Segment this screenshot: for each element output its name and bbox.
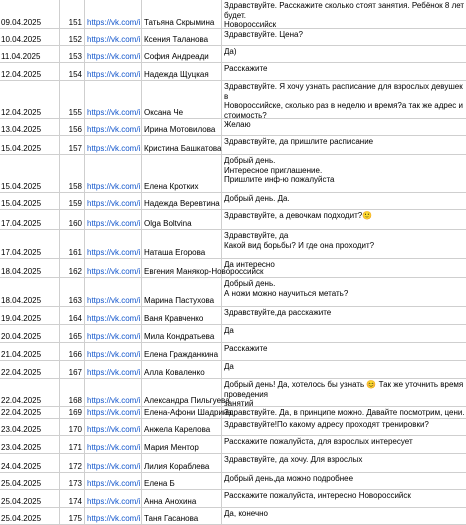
- table-row[interactable]: [0, 230, 466, 259]
- cell-date[interactable]: [0, 454, 60, 472]
- cell-profile-link-text[interactable]: https://vk.com/i: [87, 332, 141, 341]
- cell-name-text[interactable]: Елена Гражданкина: [144, 350, 219, 359]
- cell-number[interactable]: [60, 379, 85, 406]
- cell-date-text[interactable]: 18.04.2025: [1, 296, 42, 305]
- cell-name-text[interactable]: Надежда Щуцкая: [144, 70, 209, 79]
- cell-number[interactable]: [60, 490, 85, 507]
- cell-number[interactable]: [60, 136, 85, 154]
- cell-date-text[interactable]: 10.04.2025: [1, 35, 42, 44]
- cell-message[interactable]: Расскажите пожалуйста, для взрослых интересует: [224, 437, 413, 446]
- cell-number[interactable]: [60, 307, 85, 324]
- cell-profile-link-text[interactable]: https://vk.com/i: [87, 368, 141, 377]
- cell-message[interactable]: Здравствуйте,да расскажите: [224, 308, 332, 317]
- cell-number-text[interactable]: 160: [68, 219, 82, 228]
- cell-date-text[interactable]: 22.04.2025: [1, 368, 42, 377]
- cell-date[interactable]: [0, 508, 60, 524]
- cell-number-text[interactable]: 168: [68, 396, 82, 405]
- cell-number-text[interactable]: 152: [68, 35, 82, 44]
- cell-profile-link-text[interactable]: https://vk.com/i: [87, 350, 141, 359]
- cell-number[interactable]: [60, 0, 85, 28]
- cell-number-text[interactable]: 171: [68, 443, 82, 452]
- cell-name[interactable]: [142, 454, 222, 472]
- cell-date[interactable]: [0, 136, 60, 154]
- cell-number-text[interactable]: 161: [68, 248, 82, 257]
- cell-number-text[interactable]: 153: [68, 52, 82, 61]
- cell-name-text[interactable]: Таня Гасанова: [144, 514, 199, 523]
- table-row[interactable]: [0, 407, 466, 419]
- cell-profile-link-text[interactable]: https://vk.com/i: [87, 108, 141, 117]
- cell-name[interactable]: [142, 81, 222, 118]
- cell-name-text[interactable]: Марина Пастухова: [144, 296, 215, 305]
- cell-number-text[interactable]: 157: [68, 144, 82, 153]
- cell-number-text[interactable]: 165: [68, 332, 82, 341]
- cell-date[interactable]: [0, 407, 60, 418]
- cell-date[interactable]: [0, 278, 60, 306]
- cell-name[interactable]: [142, 136, 222, 154]
- table-row[interactable]: [0, 259, 466, 278]
- cell-number[interactable]: [60, 259, 85, 277]
- cell-number[interactable]: [60, 454, 85, 472]
- cell-date-text[interactable]: 17.04.2025: [1, 219, 42, 228]
- cell-name[interactable]: [142, 490, 222, 507]
- cell-name[interactable]: [142, 155, 222, 192]
- cell-profile-link[interactable]: [85, 193, 142, 209]
- cell-name-text[interactable]: Оксана Че: [144, 108, 184, 117]
- cell-profile-link-text[interactable]: https://vk.com/i: [87, 199, 141, 208]
- cell-name-text[interactable]: Лилия Кораблева: [144, 462, 210, 471]
- cell-profile-link[interactable]: [85, 278, 142, 306]
- cell-date[interactable]: [0, 361, 60, 378]
- cell-date-text[interactable]: 15.04.2025: [1, 199, 42, 208]
- cell-profile-link-text[interactable]: https://vk.com/i: [87, 425, 141, 434]
- cell-profile-link-text[interactable]: https://vk.com/i: [87, 248, 141, 257]
- cell-profile-link-text[interactable]: https://vk.com/i: [87, 462, 141, 471]
- cell-profile-link-text[interactable]: https://vk.com/i: [87, 52, 141, 61]
- cell-date[interactable]: [0, 343, 60, 360]
- cell-number-text[interactable]: 164: [68, 314, 82, 323]
- cell-name-text[interactable]: Анна Анохина: [144, 497, 197, 506]
- cell-profile-link[interactable]: [85, 490, 142, 507]
- cell-name[interactable]: [142, 278, 222, 306]
- cell-number-text[interactable]: 162: [68, 267, 82, 276]
- cell-number-text[interactable]: 166: [68, 350, 82, 359]
- cell-number-text[interactable]: 155: [68, 108, 82, 117]
- cell-message[interactable]: Добрый день! Да, хотелось бы узнать 😊 Так же уточнить время проведения занятий: [224, 380, 464, 409]
- table-row[interactable]: [0, 210, 466, 230]
- table-row[interactable]: [0, 379, 466, 407]
- cell-number-text[interactable]: 151: [68, 18, 82, 27]
- cell-name-text[interactable]: Елена Кротких: [144, 182, 199, 191]
- cell-message[interactable]: Да интересно: [224, 260, 275, 269]
- cell-date[interactable]: [0, 210, 60, 229]
- cell-date[interactable]: [0, 193, 60, 209]
- cell-name-text[interactable]: Ксения Таланова: [144, 35, 209, 44]
- cell-profile-link-text[interactable]: https://vk.com/i: [87, 144, 141, 153]
- cell-profile-link[interactable]: [85, 379, 142, 406]
- cell-profile-link[interactable]: [85, 325, 142, 342]
- table-row[interactable]: [0, 155, 466, 193]
- cell-profile-link[interactable]: [85, 361, 142, 378]
- cell-name[interactable]: [142, 419, 222, 435]
- cell-profile-link[interactable]: [85, 307, 142, 324]
- cell-number[interactable]: [60, 278, 85, 306]
- cell-message[interactable]: Расскажите пожалуйста, интересно Новороссийск: [224, 491, 411, 500]
- cell-message[interactable]: Здравствуйте, да Какой вид борьбы? И где она проходит?: [224, 231, 375, 250]
- cell-date-text[interactable]: 13.04.2025: [1, 125, 42, 134]
- table-row[interactable]: [0, 81, 466, 119]
- table-row[interactable]: [0, 278, 466, 307]
- cell-name[interactable]: [142, 193, 222, 209]
- cell-date-text[interactable]: 15.04.2025: [1, 182, 42, 191]
- cell-profile-link[interactable]: [85, 436, 142, 453]
- cell-message[interactable]: Здравствуйте, а девочкам подходит?🙂: [224, 211, 373, 220]
- cell-number[interactable]: [60, 63, 85, 80]
- cell-date[interactable]: [0, 119, 60, 135]
- cell-number[interactable]: [60, 210, 85, 229]
- cell-name-text[interactable]: Татьяна Скрымина: [144, 18, 215, 27]
- cell-number[interactable]: [60, 325, 85, 342]
- cell-date-text[interactable]: 12.04.2025: [1, 108, 42, 117]
- cell-profile-link[interactable]: [85, 230, 142, 258]
- cell-number[interactable]: [60, 193, 85, 209]
- cell-name-text[interactable]: Мила Кондратьева: [144, 332, 215, 341]
- cell-date-text[interactable]: 21.04.2025: [1, 350, 42, 359]
- cell-profile-link[interactable]: [85, 454, 142, 472]
- table-row[interactable]: [0, 63, 466, 81]
- cell-profile-link[interactable]: [85, 508, 142, 524]
- table-row[interactable]: [0, 307, 466, 325]
- cell-message[interactable]: Добрый день. А ножи можно научиться метать?: [224, 279, 349, 298]
- cell-message[interactable]: Здравствуйте. Да, в принципе можно. Давайте посмотрим, цени.: [224, 408, 465, 417]
- cell-name-text[interactable]: Olga Boltvina: [144, 219, 192, 228]
- table-row[interactable]: [0, 136, 466, 155]
- table-row[interactable]: [0, 193, 466, 210]
- cell-message[interactable]: Добрый день. Да.: [224, 194, 290, 203]
- cell-name[interactable]: [142, 325, 222, 342]
- cell-profile-link[interactable]: [85, 0, 142, 28]
- cell-date[interactable]: [0, 307, 60, 324]
- cell-message[interactable]: Здравствуйте. Цена?: [224, 30, 303, 39]
- cell-number[interactable]: [60, 473, 85, 489]
- cell-name[interactable]: [142, 29, 222, 45]
- cell-profile-link[interactable]: [85, 407, 142, 418]
- cell-name[interactable]: [142, 508, 222, 524]
- table-row[interactable]: [0, 325, 466, 343]
- cell-date-text[interactable]: 23.04.2025: [1, 425, 42, 434]
- cell-date-text[interactable]: 17.04.2025: [1, 248, 42, 257]
- cell-name-text[interactable]: Евгения Манякор-Новороссийск: [144, 267, 264, 276]
- table-row[interactable]: [0, 0, 466, 29]
- cell-number[interactable]: [60, 436, 85, 453]
- cell-profile-link[interactable]: [85, 210, 142, 229]
- cell-number[interactable]: [60, 155, 85, 192]
- cell-date[interactable]: [0, 0, 60, 28]
- table-row[interactable]: [0, 490, 466, 508]
- cell-number[interactable]: [60, 46, 85, 62]
- table-row[interactable]: [0, 508, 466, 525]
- cell-date[interactable]: [0, 436, 60, 453]
- cell-message[interactable]: Здравствуйте!По какому адресу проходят тренировки?: [224, 420, 429, 429]
- cell-number-text[interactable]: 172: [68, 462, 82, 471]
- cell-message[interactable]: Здравствуйте, да пришлите расписание: [224, 137, 374, 146]
- cell-date[interactable]: [0, 419, 60, 435]
- cell-date-text[interactable]: 18.04.2025: [1, 267, 42, 276]
- cell-message[interactable]: Здравствуйте. Я хочу узнать расписание для взрослых девушек в Новороссийске, сколько раз в неделю и время?а так же адрес и стоимость?: [224, 82, 463, 120]
- cell-message[interactable]: Да: [224, 362, 234, 371]
- cell-profile-link-text[interactable]: https://vk.com/i: [87, 296, 141, 305]
- cell-name-text[interactable]: Ирина Мотовилова: [144, 125, 216, 134]
- cell-message[interactable]: Да): [224, 47, 237, 56]
- table-row[interactable]: [0, 46, 466, 63]
- cell-name[interactable]: [142, 361, 222, 378]
- cell-name-text[interactable]: Ваня Кравченко: [144, 314, 204, 323]
- cell-date-text[interactable]: 12.04.2025: [1, 70, 42, 79]
- cell-date[interactable]: [0, 325, 60, 342]
- cell-profile-link-text[interactable]: https://vk.com/i: [87, 443, 141, 452]
- cell-number-text[interactable]: 163: [68, 296, 82, 305]
- table-row[interactable]: [0, 473, 466, 490]
- cell-message[interactable]: Добрый день,да можно подробнее: [224, 474, 354, 483]
- cell-number[interactable]: [60, 508, 85, 524]
- cell-profile-link-text[interactable]: https://vk.com/i: [87, 396, 141, 405]
- cell-profile-link-text[interactable]: https://vk.com/i: [87, 479, 141, 488]
- cell-name-text[interactable]: София Андреади: [144, 52, 209, 61]
- cell-name-text[interactable]: Наташа Егорова: [144, 248, 206, 257]
- table-row[interactable]: [0, 436, 466, 454]
- cell-number[interactable]: [60, 407, 85, 418]
- cell-name[interactable]: [142, 379, 230, 406]
- cell-date[interactable]: [0, 473, 60, 489]
- cell-name[interactable]: [142, 473, 222, 489]
- cell-name-text[interactable]: Кристина Башкатова: [144, 144, 222, 153]
- cell-name[interactable]: [142, 63, 222, 80]
- table-row[interactable]: [0, 454, 466, 473]
- cell-number-text[interactable]: 169: [68, 408, 82, 417]
- cell-number-text[interactable]: 158: [68, 182, 82, 191]
- cell-number-text[interactable]: 174: [68, 497, 82, 506]
- cell-profile-link[interactable]: [85, 46, 142, 62]
- table-row[interactable]: [0, 119, 466, 136]
- cell-number-text[interactable]: 159: [68, 199, 82, 208]
- cell-date[interactable]: [0, 81, 60, 118]
- cell-date-text[interactable]: 11.04.2025: [1, 52, 41, 61]
- cell-date-text[interactable]: 15.04.2025: [1, 144, 42, 153]
- cell-date-text[interactable]: 25.04.2025: [1, 514, 42, 523]
- cell-name[interactable]: [142, 46, 222, 62]
- cell-message[interactable]: Здравствуйте. Расскажите сколько стоят занятия. Ребёнок 8 лет будет. Новороссийск: [224, 1, 465, 30]
- cell-profile-link-text[interactable]: https://vk.com/i: [87, 267, 141, 276]
- cell-profile-link[interactable]: [85, 419, 142, 435]
- cell-number[interactable]: [60, 81, 85, 118]
- cell-date-text[interactable]: 23.04.2025: [1, 443, 42, 452]
- cell-date[interactable]: [0, 29, 60, 45]
- cell-name[interactable]: [142, 210, 222, 229]
- cell-name[interactable]: [142, 343, 222, 360]
- cell-message[interactable]: Здравствуйте, да хочу. Для взрослых: [224, 455, 363, 464]
- cell-date[interactable]: [0, 490, 60, 507]
- cell-name-text[interactable]: Елена Б: [144, 479, 175, 488]
- cell-name[interactable]: [142, 436, 222, 453]
- cell-profile-link[interactable]: [85, 473, 142, 489]
- table-row[interactable]: [0, 419, 466, 436]
- cell-name[interactable]: [142, 407, 232, 418]
- cell-name-text[interactable]: Надежда Веревтина: [144, 199, 220, 208]
- cell-number-text[interactable]: 173: [68, 479, 82, 488]
- cell-profile-link[interactable]: [85, 81, 142, 118]
- cell-profile-link-text[interactable]: https://vk.com/i: [87, 125, 141, 134]
- table-row[interactable]: [0, 29, 466, 46]
- cell-profile-link-text[interactable]: https://vk.com/i: [87, 182, 141, 191]
- cell-number-text[interactable]: 156: [68, 125, 82, 134]
- cell-name[interactable]: [142, 0, 222, 28]
- cell-number[interactable]: [60, 230, 85, 258]
- cell-date[interactable]: [0, 63, 60, 80]
- cell-number[interactable]: [60, 29, 85, 45]
- cell-profile-link[interactable]: [85, 119, 142, 135]
- cell-date-text[interactable]: 25.04.2025: [1, 497, 42, 506]
- cell-date[interactable]: [0, 230, 60, 258]
- cell-date-text[interactable]: 09.04.2025: [1, 18, 42, 27]
- cell-profile-link-text[interactable]: https://vk.com/i: [87, 219, 141, 228]
- cell-message[interactable]: Желаю: [224, 120, 251, 129]
- cell-number-text[interactable]: 167: [68, 368, 82, 377]
- cell-name-text[interactable]: Мария Ментор: [144, 443, 199, 452]
- cell-profile-link-text[interactable]: https://vk.com/i: [87, 514, 141, 523]
- cell-number-text[interactable]: 170: [68, 425, 82, 434]
- cell-number-text[interactable]: 154: [68, 70, 82, 79]
- cell-profile-link-text[interactable]: https://vk.com/i: [87, 314, 141, 323]
- cell-date[interactable]: [0, 259, 60, 277]
- cell-profile-link[interactable]: [85, 29, 142, 45]
- cell-profile-link[interactable]: [85, 343, 142, 360]
- cell-date[interactable]: [0, 46, 60, 62]
- cell-date-text[interactable]: 19.04.2025: [1, 314, 42, 323]
- cell-message[interactable]: Расскажите: [224, 64, 268, 73]
- cell-name[interactable]: [142, 119, 222, 135]
- cell-message[interactable]: Да: [224, 326, 234, 335]
- cell-date-text[interactable]: 22.04.2025: [1, 408, 42, 417]
- cell-message[interactable]: Да, конечно: [224, 509, 268, 518]
- cell-date-text[interactable]: 25.04.2025: [1, 479, 42, 488]
- cell-profile-link[interactable]: [85, 136, 142, 154]
- cell-date-text[interactable]: 20.04.2025: [1, 332, 42, 341]
- cell-message[interactable]: Добрый день. Интересное приглашение. Пришлите инф-ю пожалуйста: [224, 156, 335, 185]
- cell-profile-link-text[interactable]: https://vk.com/i: [87, 408, 141, 417]
- cell-number-text[interactable]: 175: [68, 514, 82, 523]
- cell-profile-link[interactable]: [85, 259, 142, 277]
- cell-profile-link-text[interactable]: https://vk.com/i: [87, 35, 141, 44]
- cell-profile-link-text[interactable]: https://vk.com/i: [87, 70, 141, 79]
- cell-profile-link-text[interactable]: https://vk.com/i: [87, 497, 141, 506]
- cell-message[interactable]: Расскажите: [224, 344, 268, 353]
- cell-profile-link[interactable]: [85, 155, 142, 192]
- cell-number[interactable]: [60, 361, 85, 378]
- table-row[interactable]: [0, 361, 466, 379]
- cell-number[interactable]: [60, 119, 85, 135]
- cell-date[interactable]: [0, 379, 60, 406]
- cell-date-text[interactable]: 22.04.2025: [1, 396, 42, 405]
- cell-name-text[interactable]: Алла Коваленко: [144, 368, 205, 377]
- table-row[interactable]: [0, 343, 466, 361]
- cell-name-text[interactable]: Елена-Афони Шадрина: [144, 408, 232, 417]
- cell-number[interactable]: [60, 419, 85, 435]
- cell-date[interactable]: [0, 155, 60, 192]
- cell-name-text[interactable]: Анжела Карелова: [144, 425, 211, 434]
- cell-name[interactable]: [142, 307, 222, 324]
- cell-name-text[interactable]: Александра Пильгуева: [144, 396, 230, 405]
- cell-date-text[interactable]: 24.04.2025: [1, 462, 42, 471]
- cell-name[interactable]: [142, 230, 222, 258]
- cell-number[interactable]: [60, 343, 85, 360]
- cell-profile-link[interactable]: [85, 63, 142, 80]
- cell-profile-link-text[interactable]: https://vk.com/i: [87, 18, 141, 27]
